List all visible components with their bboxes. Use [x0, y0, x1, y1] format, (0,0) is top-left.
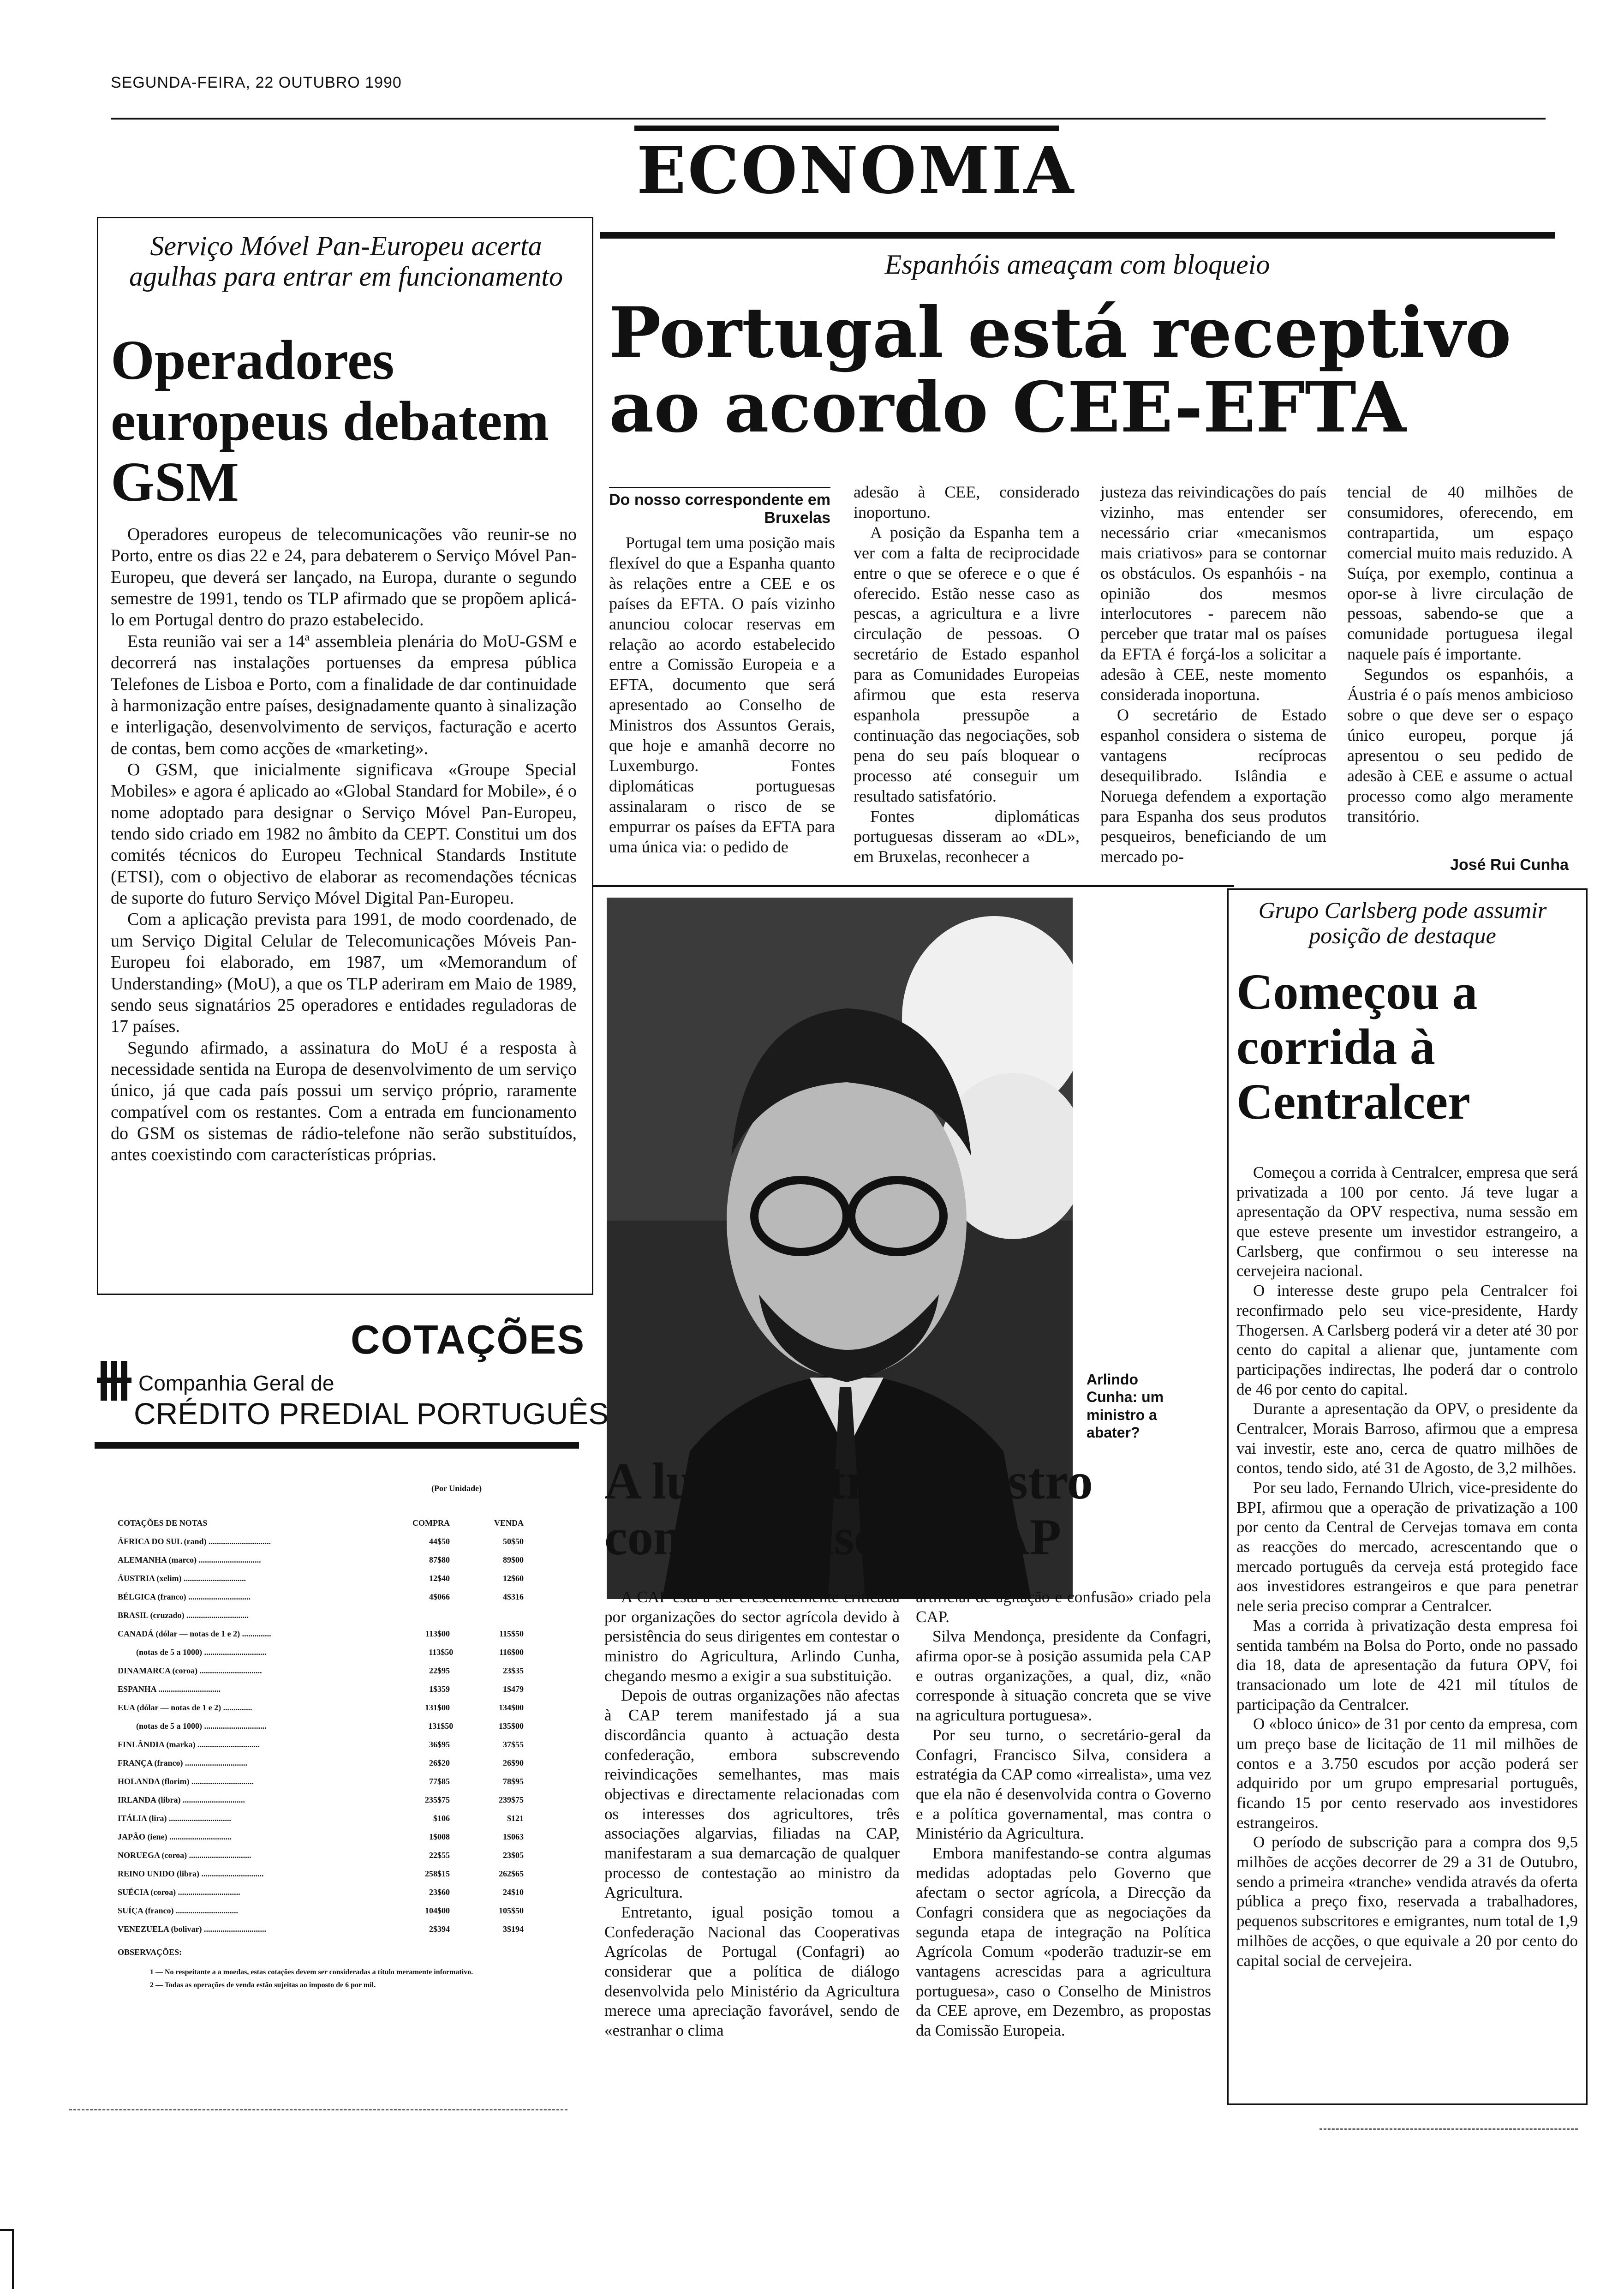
quote-row — [118, 1661, 524, 1680]
centralcer-headline: Começou a corrida à Centralcer — [1236, 964, 1478, 1130]
bank-name-line2: CRÉDITO PREDIAL PORTUGUÊS — [134, 1396, 609, 1431]
quote-sell: 3$194 — [503, 1924, 524, 1934]
quote-sell: 23$35 — [503, 1666, 524, 1675]
quote-buy: 12$40 — [429, 1573, 450, 1583]
bank-logo-icon — [97, 1359, 131, 1403]
efta-bottom-rule — [593, 885, 1234, 887]
quote-row — [118, 1551, 524, 1569]
quote-currency: ÁUSTRIA (xelim) .............................. — [118, 1573, 246, 1583]
quote-buy: 22$55 — [429, 1850, 450, 1860]
cap-text: Depois de outras organizações não afectas à CAP terem manifestado já a sua discordância quanto à actuação desta confederação, embora subscrevendo reivindicações semelhantes, mas mais objectivas e directamente relacionadas com os interesses dos agricultores, três associações algarvias, filiadas na CAP, manifestaram a sua demarcação de qualquer processo de contestação ao ministro da Agricultura. — [604, 1686, 900, 1902]
quote-sell: 24$10 — [503, 1887, 524, 1897]
quote-currency: SUÉCIA (coroa) .............................. — [118, 1887, 240, 1897]
quote-sell: 239$75 — [499, 1795, 524, 1804]
quote-currency: FRANÇA (franco) .............................. — [118, 1758, 247, 1768]
quotes-head-name: COTAÇÕES DE NOTAS — [118, 1518, 208, 1528]
quote-row — [118, 1828, 524, 1846]
quote-sell: 135$00 — [499, 1721, 524, 1731]
quote-row — [118, 1643, 524, 1661]
cap-text: A CAP está a ser crescentemente criticada por organizações do sector agrícola devido à persistência do seus dirigentes em contestar o ministro do Agricultura, Arlindo Cunha, chegando mesmo a exigir a sua substituição. — [604, 1588, 900, 1685]
quote-row — [118, 1717, 524, 1735]
header-rule — [111, 118, 1546, 120]
efta-col-2 — [854, 482, 1080, 867]
quote-currency: DINAMARCA (coroa) .............................. — [118, 1666, 262, 1675]
quote-row — [118, 1791, 524, 1809]
cap-text: artificial de agitação e confusão» criado pela CAP. — [916, 1588, 1211, 1626]
quotes-unit: (Por Unidade) — [431, 1484, 482, 1493]
cap-text: Embora manifestando-se contra algumas medidas adoptadas pelo Governo que afectam o sector agrícola, a Direcção da Confagri considera que as negociações da segunda etapa de integração na Política Agrícola Comum «poderão traduzir-se em vantagens acrescidas para a agricultura portuguesa», caso o Conselho de Ministros da CEE aprove, em Dezembro, as propostas da Comissão Europeia. — [916, 1844, 1211, 2040]
quote-currency: BRASIL (cruzado) .............................. — [118, 1610, 249, 1620]
quote-row — [118, 1883, 524, 1901]
quote-currency: VENEZUELA (bolivar) .............................. — [118, 1924, 267, 1934]
quote-currency: ESPANHA .............................. — [118, 1684, 221, 1694]
quote-sell: 23$05 — [503, 1850, 524, 1860]
efta-col-1 — [609, 533, 835, 857]
quote-row — [118, 1624, 524, 1643]
gsm-paragraph: Esta reunião vai ser a 14ª assembleia plenária do MoU-GSM e decorrerá nas instalações portuenses da empresa pública Telefones de Lisboa e Porto, com a finalidade de dar continuidade à harmonização entre países, designadamente quanto à sinalização e interligação, desenvolvimento de serviços, facturação e acerto de contas, bem como acções de «marketing». — [111, 631, 577, 758]
quote-currency: (notas de 5 a 1000) .............................. — [136, 1647, 267, 1657]
efta-text: adesão à CEE, considerado inoportuno. — [854, 483, 1080, 521]
cap-col-1 — [604, 1588, 900, 2041]
quotes-rows — [118, 1532, 524, 1938]
efta-text: tencial de 40 milhões de consumidores, oferecendo, em contrapartida, um espaço comercial muito mais reduzido. A Suíça, por exemplo, continua a opor-se à livre circulação de pessoas, sabendo-se que a comunidade portuguesa ilegal naquele país é importante. — [1347, 483, 1573, 664]
quote-sell: 78$95 — [503, 1776, 524, 1786]
quote-row — [118, 1809, 524, 1828]
quote-sell: 134$00 — [499, 1702, 524, 1712]
centralcer-paragraph: Começou a corrida à Centralcer, empresa que será privatizada a 100 por cento. Já teve lugar a apresentação da OPV respectiva, numa sessão em que esteve presente um investidor estrangeiro, a Carlsberg, que confirmou o seu interesse na cervejeira nacional. — [1236, 1163, 1578, 1280]
quote-row — [118, 1864, 524, 1883]
efta-byline-label: Do nosso correspondente em Bruxelas — [609, 487, 830, 527]
quotes-header-row — [118, 1514, 524, 1532]
quotes-notes-title: OBSERVAÇÕES: — [118, 1947, 182, 1957]
quote-currency: BÉLGICA (franco) .............................. — [118, 1592, 251, 1601]
centralcer-paragraph: Por seu lado, Fernando Ulrich, vice-presidente do BPI, afirmou que a operação de privatização a 100 por cento da Central de Cervejas tomava em conta as reacções do mercado, acrescentando que o mercado português da cerveja está protegido face aos investidores estrangeiros e que para penetrar nele seria preciso comprar a Centralcer. — [1236, 1479, 1578, 1615]
dateline: SEGUNDA-FEIRA, 22 OUTUBRO 1990 — [111, 74, 402, 91]
cap-col-2 — [916, 1588, 1211, 2041]
quote-buy: 113$00 — [425, 1629, 450, 1638]
quote-buy: 44$50 — [429, 1536, 450, 1546]
efta-text: A posição da Espanha tem a ver com a falta de reciprocidade entre o que se oferece e o que é oferecido. Estão nesse caso as pescas, a agricultura e a livre circulação de pessoas. O secretário de Estado espanhol para as Comunidades Europeias afirmou que esta reserva espanhola pressupõe a continuação das negociações, sob pena do seu país bloquear o processo até conseguir um resultado satisfatório. — [854, 523, 1080, 805]
quote-currency: SUÍÇA (franco) .............................. — [118, 1906, 238, 1915]
centralcer-paragraph: O «bloco único» de 31 por cento da empresa, com um preço base de licitação de 11 mil milhões de contos e a 3.750 escudos por acção poderá ser adquirido por um grupo empresarial português, ficando 15 por cento reservado aos investidores estrangeiros. — [1236, 1715, 1578, 1832]
quotes-rule — [95, 1442, 579, 1449]
quote-row — [118, 1772, 524, 1791]
quote-sell: 50$50 — [503, 1536, 524, 1546]
quote-row — [118, 1754, 524, 1772]
centralcer-paragraph: O período de subscrição para a compra dos 9,5 milhões de acções decorrer de 29 a 31 de Outubro, sendo a primeira «tranche» vendida através da oferta pública a preço fixo, reservada a trabalhadores, pequenos subscritores e emigrantes, num total de 1,9 milhões de acções, o que equivale a 20 por cento do capital social de cervejeira. — [1236, 1833, 1578, 1970]
cap-text: Silva Mendonça, presidente da Confagri, afirma opor-se à posição assumida pela CAP e outras organizações, a qual, diz, «não corresponde à situação concreta que se vive na agricultura portuguesa». — [916, 1627, 1211, 1725]
quote-sell: 1$479 — [503, 1684, 524, 1694]
efta-kicker: Espanhóis ameaçam com bloqueio — [884, 249, 1270, 280]
quote-buy: 22$95 — [429, 1666, 450, 1675]
cap-text: Por seu turno, o secretário-geral da Confagri, Francisco Silva, considera a estratégia da CAP como «irrealista», uma vez que ela não é desenvolvida contra o Governo e a política governamental, mas contra o Ministério da Agricultura. — [916, 1726, 1211, 1843]
gsm-paragraph: Operadores europeus de telecomunicações vão reunir-se no Porto, entre os dias 22 e 24, para debaterem o Serviço Móvel Pan-Europeu, que deverá ser lançado, na Europa, durante o segundo semestre de 1991, tendo os TLP afirmado que se propõem aplicá-lo em Portugal dentro do prazo estabelecido. — [111, 525, 577, 630]
quote-currency: (notas de 5 a 1000) .............................. — [136, 1721, 267, 1731]
quote-buy: 23$60 — [429, 1887, 450, 1897]
quote-currency: FINLÂNDIA (marka) .............................. — [118, 1739, 260, 1749]
quote-currency: IRLANDA (libra) .............................. — [118, 1795, 245, 1804]
efta-text: Fontes diplomáticas portuguesas disseram ao «DL», em Bruxelas, reconhecer a — [854, 807, 1080, 866]
quotes-table — [118, 1514, 524, 1989]
quote-sell: 4$316 — [503, 1592, 524, 1601]
section-title: ECONOMIA — [637, 133, 1076, 209]
footer-left-mark — [0, 2229, 13, 2231]
centralcer-paragraph: Mas a corrida à privatização desta empresa foi sentida também na Bolsa do Porto, onde no passado dia 18, data de apresentação da futura OPV, foi transacionado um lote de 421 mil títulos de participação da Centralcer. — [1236, 1616, 1578, 1714]
quote-row — [118, 1569, 524, 1588]
quotes-note: 1 — No respeitante a a moedas, estas cotações devem ser consideradas a título meramente informativo. — [150, 1968, 473, 1976]
centralcer-kicker: Grupo Carlsberg pode assumir posição de destaque — [1258, 897, 1547, 948]
quote-currency: JAPÃO (iene) .............................. — [118, 1832, 232, 1841]
efta-headline: Portugal está receptivo ao acordo CEE-EFTA — [609, 292, 1511, 448]
quotes-head-buy: COMPRA — [412, 1518, 450, 1528]
quote-sell: 116$00 — [499, 1647, 524, 1657]
quote-sell: 37$55 — [503, 1739, 524, 1749]
quote-row — [118, 1606, 524, 1624]
quote-currency: ALEMANHA (marco) .............................. — [118, 1555, 261, 1564]
quote-row — [118, 1532, 524, 1551]
quote-buy: 2$394 — [429, 1924, 450, 1934]
efta-text: O secretário de Estado espanhol considera o sistema de vantagens recíprocas desequilibrado. Islândia e Noruega defendem a exportação para Espanha dos seus produtos pesqueiros, beneficiando de um mercado po- — [1100, 705, 1326, 866]
quote-row — [118, 1698, 524, 1717]
quote-currency: CANADÁ (dólar — notas de 1 e 2) .............. — [118, 1629, 271, 1638]
quote-buy: 26$20 — [429, 1758, 450, 1768]
efta-col-4 — [1347, 482, 1573, 827]
quote-buy: 258$15 — [425, 1869, 450, 1878]
quote-buy: 4$066 — [429, 1592, 450, 1601]
section-rule — [634, 126, 1059, 131]
quote-row — [118, 1735, 524, 1754]
efta-author: José Rui Cunha — [1450, 856, 1569, 874]
quote-buy: 87$80 — [429, 1555, 450, 1564]
quote-buy: 1$008 — [429, 1832, 450, 1841]
quote-buy: 104$00 — [425, 1906, 450, 1915]
centralcer-paragraph: O interesse deste grupo pela Centralcer foi reconfirmado pelo seu vice-presidente, Hardy Thogersen. A Carlsberg poderá vir a deter até 30 por cento do capital a alienar que, juntamente com participações indirectas, lhe poderá dar o controlo de 46 por cento do capital. — [1236, 1282, 1578, 1398]
quotes-head-sell: VENDA — [494, 1518, 524, 1528]
quote-sell: 105$50 — [499, 1906, 524, 1915]
quote-buy: 36$95 — [429, 1739, 450, 1749]
footer-left-mark-vertical — [12, 2229, 14, 2289]
quote-row — [118, 1846, 524, 1864]
centralcer-body — [1236, 1163, 1578, 1971]
photo-caption: Arlindo Cunha: um ministro a abater? — [1087, 1371, 1164, 1441]
quote-row — [118, 1588, 524, 1606]
centralcer-paragraph: Durante a apresentação da OPV, o presidente da Centralcer, Morais Barroso, afirmou que a empresa vai investir, este ano, cerca de quatro milhões de contos, tendo sido, até 31 de Agosto, de 3,2 milhões. — [1236, 1400, 1578, 1477]
quote-buy: 235$75 — [425, 1795, 450, 1804]
footer-dashes-left — [69, 2109, 567, 2110]
gsm-paragraph: Segundo afirmado, a assinatura do MoU é a resposta à necessidade sentida na Europa de desenvolvimento de um serviço único, já que cada país possui um serviço próprio, raramente compatível com os restantes. Com a entrada em funcionamento do GSM os sistemas de rádio-telefone não serão substituídos, antes coexistindo com características próprias. — [111, 1038, 577, 1165]
efta-text: justeza das reivindicações do país vizinho, mas entender ser necessário criar «mecanismos mais criativos» para se contornar os obstáculos. Os espanhóis - na opinião dos mesmos interlocutores - parecem não perceber que tratar mal os países da EFTA é forçá-los a solicitar a adesão à CEE, neste momento considerada inoportuna. — [1100, 483, 1326, 704]
quote-currency: EUA (dólar — notas de 1 e 2) .............. — [118, 1702, 252, 1712]
efta-text: Segundos os espanhóis, a Áustria é o país menos ambicioso sobre o que deve ser o espaço único europeu, porque já apresentou o seu pedido de adesão à CEE e assume o actual processo como algo meramente transitório. — [1347, 665, 1573, 826]
quote-row — [118, 1680, 524, 1698]
quotes-note: 2 — Todas as operações de venda estão sujeitas ao imposto de 6 por mil. — [150, 1981, 376, 1989]
gsm-paragraph: O GSM, que inicialmente significava «Groupe Special Mobiles» e agora é aplicado ao «Global Standard for Mobile», é o nome adoptado para designar o Serviço Móvel Pan-Europeu, tendo sido criado em 1982 no âmbito da CEPT. Constitui um dos comités técnicos do Europeu Technical Standards Institute (ETSI), com o objectivo de elaborar as recomendações técnicas de suporte do futuro Serviço Móvel Digital Pan-Europeu. — [111, 760, 577, 908]
quote-currency: ÁFRICA DO SUL (rand) .............................. — [118, 1536, 271, 1546]
quote-currency: REINO UNIDO (libra) .............................. — [118, 1869, 264, 1878]
quote-currency: NORUEGA (coroa) .............................. — [118, 1850, 251, 1860]
efta-col-3 — [1100, 482, 1326, 867]
quote-row — [118, 1920, 524, 1938]
quote-sell: 26$90 — [503, 1758, 524, 1768]
quotes-title: COTAÇÕES — [351, 1317, 585, 1362]
quote-buy: 113$50 — [429, 1647, 454, 1657]
efta-text: Portugal tem uma posição mais flexível do que a Espanha quanto às relações entre a CEE e os países da EFTA. O país vizinho anunciou colocar reservas em relação ao acordo estabelecido entre a Comissão Europeia e a EFTA, documento que será apresentado ao Conselho de Ministros dos Assuntos Gerais, que hoje e amanhã decorre no Luxemburgo. Fontes diplomáticas portuguesas assinalaram o risco de se empurrar os países da EFTA para uma única via: o pedido de — [609, 533, 835, 856]
cap-headline: A luta contra ministro começa a isolar CAP — [604, 1453, 1093, 1566]
gsm-body — [111, 524, 577, 1166]
quote-currency: ITÁLIA (lira) .............................. — [118, 1813, 232, 1823]
quote-buy: 1$359 — [429, 1684, 450, 1694]
quote-sell: 89$00 — [503, 1555, 524, 1564]
footer-dashes-right — [1320, 2128, 1578, 2130]
efta-top-rule — [600, 232, 1555, 239]
quote-currency: HOLANDA (florim) .............................. — [118, 1776, 254, 1786]
gsm-kicker: Serviço Móvel Pan-Europeu acerta agulhas para entrar em funcionamento — [129, 231, 563, 292]
quote-buy: 77$85 — [429, 1776, 450, 1786]
bank-name-line1: Companhia Geral de — [138, 1371, 334, 1395]
quote-sell: 262$65 — [499, 1869, 524, 1878]
quote-row — [118, 1901, 524, 1920]
quote-sell: 12$60 — [503, 1573, 524, 1583]
quote-sell: 115$50 — [499, 1629, 524, 1638]
quote-buy: 131$00 — [425, 1702, 450, 1712]
gsm-paragraph: Com a aplicação prevista para 1991, de modo coordenado, de um Serviço Digital Celular de Telecomunicações Móveis Pan-Europeu foi elaborado, em 1987, um «Memorandum of Understanding» (MoU), a que os TLP aderiram em Maio de 1989, sendo seus signatários 25 operadores e entidades reguladoras de 17 países. — [111, 910, 577, 1037]
cap-text: Entretanto, igual posição tomou a Confederação Nacional das Cooperativas Agrícolas de Portugal (Confagri) ao considerar que a política de diálogo desenvolvida pelo Ministério da Agricultura merece uma apreciação favorável, sendo de «estranhar o clima — [604, 1903, 900, 2040]
quote-buy: 131$50 — [428, 1721, 454, 1731]
quote-buy: $106 — [433, 1813, 450, 1823]
quote-sell: 1$063 — [503, 1832, 524, 1841]
quote-sell: $121 — [507, 1813, 524, 1823]
gsm-headline: Operadores europeus debatem GSM — [111, 329, 549, 513]
